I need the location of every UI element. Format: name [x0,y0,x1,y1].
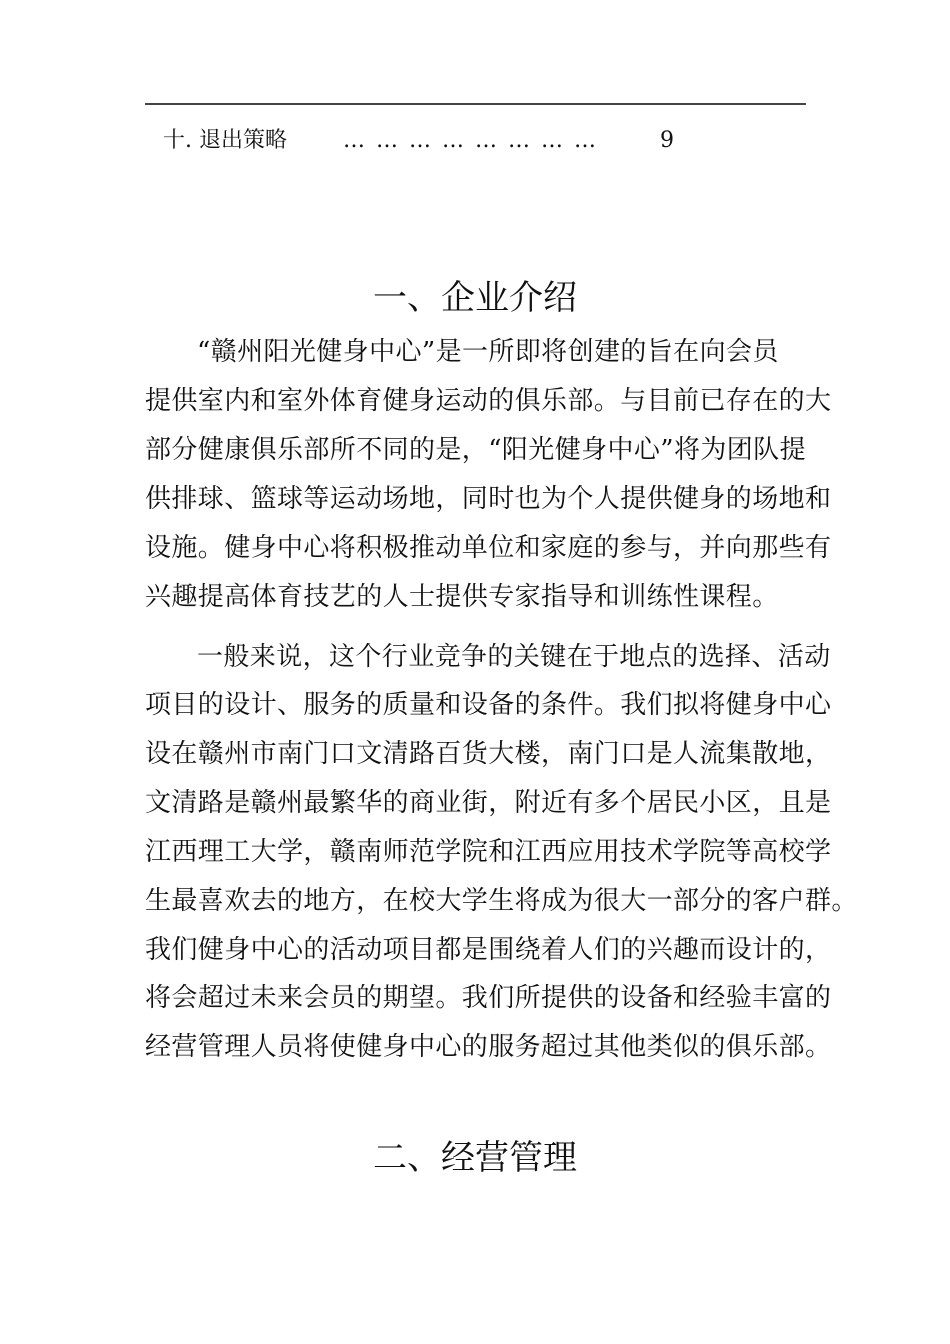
paragraph-line: 我们健身中心的活动项目都是围绕着人们的兴趣而设计的， [145,935,832,965]
paragraph-line: 一般来说，这个行业竞争的关键在于地点的选择、活动 [197,642,831,672]
toc-page-number: 9 [660,128,674,153]
paragraph-line: 生最喜欢去的地方，在校大学生将成为很大一部分的客户群。 [145,886,858,916]
paragraph-line: 文清路是赣州最繁华的商业街，附近有多个居民小区，且是 [145,788,832,818]
paragraph-line: 提供室内和室外体育健身运动的俱乐部。与目前已存在的大 [145,386,832,416]
section-heading-operations: 二、经营管理 [373,1138,577,1178]
paragraph-line: 设在赣州市南门口文清路百货大楼，南门口是人流集散地， [145,739,832,769]
paragraph-line: 设施。健身中心将积极推动单位和家庭的参与，并向那些有 [145,533,832,563]
paragraph-line: 供排球、篮球等运动场地，同时也为个人提供健身的场地和 [145,484,832,514]
paragraph-line: 兴趣提高体育技艺的人士提供专家指导和训练性课程。 [145,582,779,612]
section-heading-company-intro: 一、企业介绍 [373,278,577,318]
paragraph-line: 项目的设计、服务的质量和设备的条件。我们拟将健身中心 [145,690,832,720]
toc-entry [163,126,674,156]
paragraph-line: “赣州阳光健身中心”是一所即将创建的旨在向会员 [197,337,779,367]
paragraph-line: 江西理工大学，赣南师范学院和江西应用技术学院等高校学 [145,837,832,867]
header-rule [145,103,806,105]
toc-leader-dots: … … … … … … … … [343,128,598,153]
paragraph-line: 部分健康俱乐部所不同的是，“阳光健身中心”将为团队提 [145,435,806,465]
toc-entry-title: 十. 退出策略 [163,128,287,153]
paragraph-line: 经营管理人员将使健身中心的服务超过其他类似的俱乐部。 [145,1032,832,1062]
paragraph-line: 将会超过未来会员的期望。我们所提供的设备和经验丰富的 [145,983,832,1013]
